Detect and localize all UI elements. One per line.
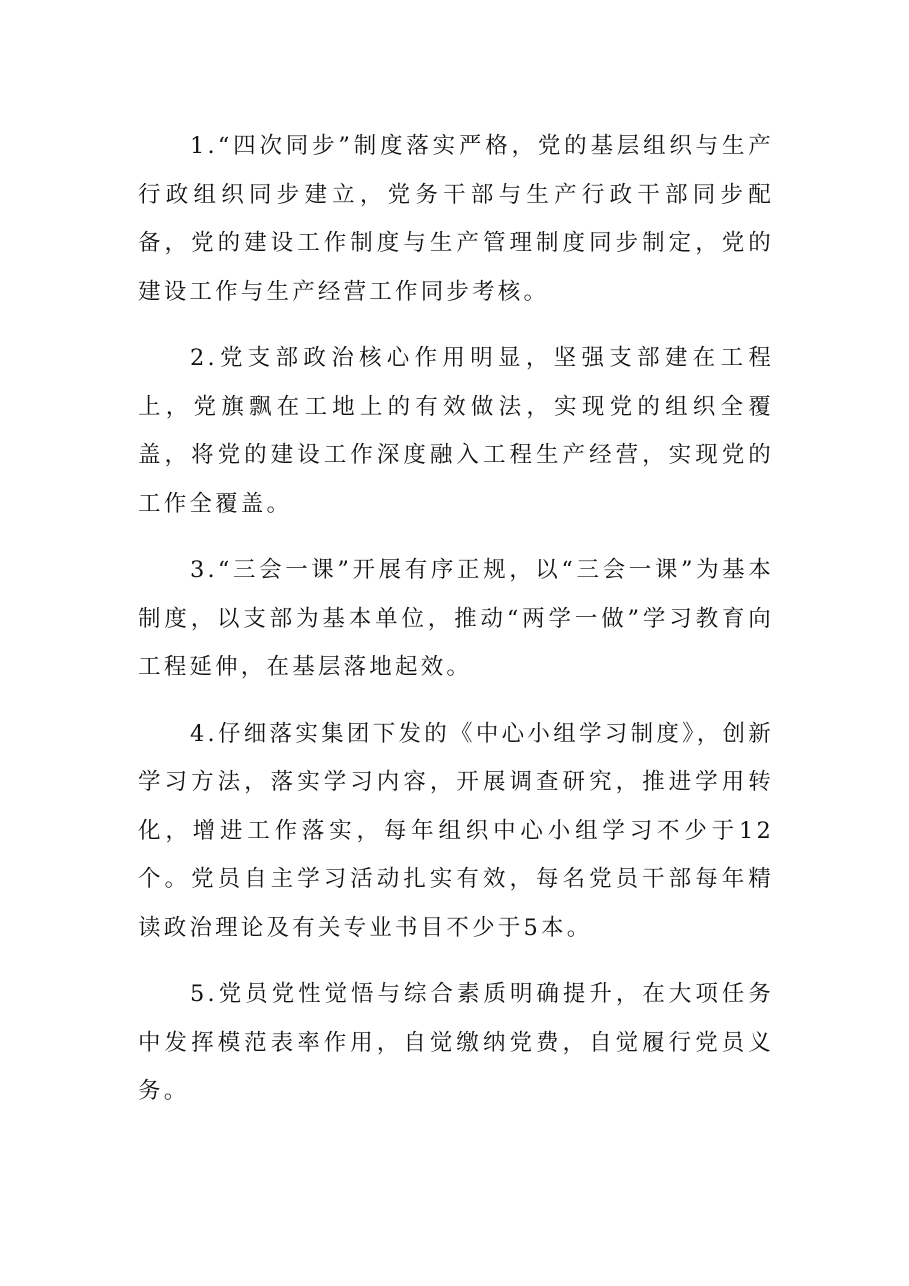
document-body (138, 122, 774, 1134)
paragraph-1: 1.“四次同步”制度落实严格，党的基层组织与生产行政组织同步建立，党务干部与生产行政干部同步配备，党的建设工作制度与生产管理制度同步制定，党的建设工作与生产经营工作同步考核。 (138, 133, 774, 305)
paragraph-2: 2.党支部政治核心作用明显，坚强支部建在工程上，党旗飘在工地上的有效做法，实现党的组织全覆盖，将党的建设工作深度融入工程生产经营，实现党的工作全覆盖。 (138, 345, 774, 517)
paragraph-4: 4.仔细落实集团下发的《中心小组学习制度》，创新学习方法，落实学习内容，开展调查研究，推进学用转化，增进工作落实，每年组织中心小组学习不少于12个。党员自主学习活动扎实有效，每名党员干部每年精读政治理论及有关专业书目不少于5本。 (138, 720, 774, 941)
paragraph-3: 3.“三会一课”开展有序正规，以“三会一课”为基本制度，以支部为基本单位，推动“两学一做”学习教育向工程延伸，在基层落地起效。 (138, 557, 774, 680)
paragraph-5: 5.党员党性觉悟与综合素质明确提升，在大项任务中发挥模范表率作用，自觉缴纳党费，自觉履行党员义务。 (138, 981, 774, 1104)
